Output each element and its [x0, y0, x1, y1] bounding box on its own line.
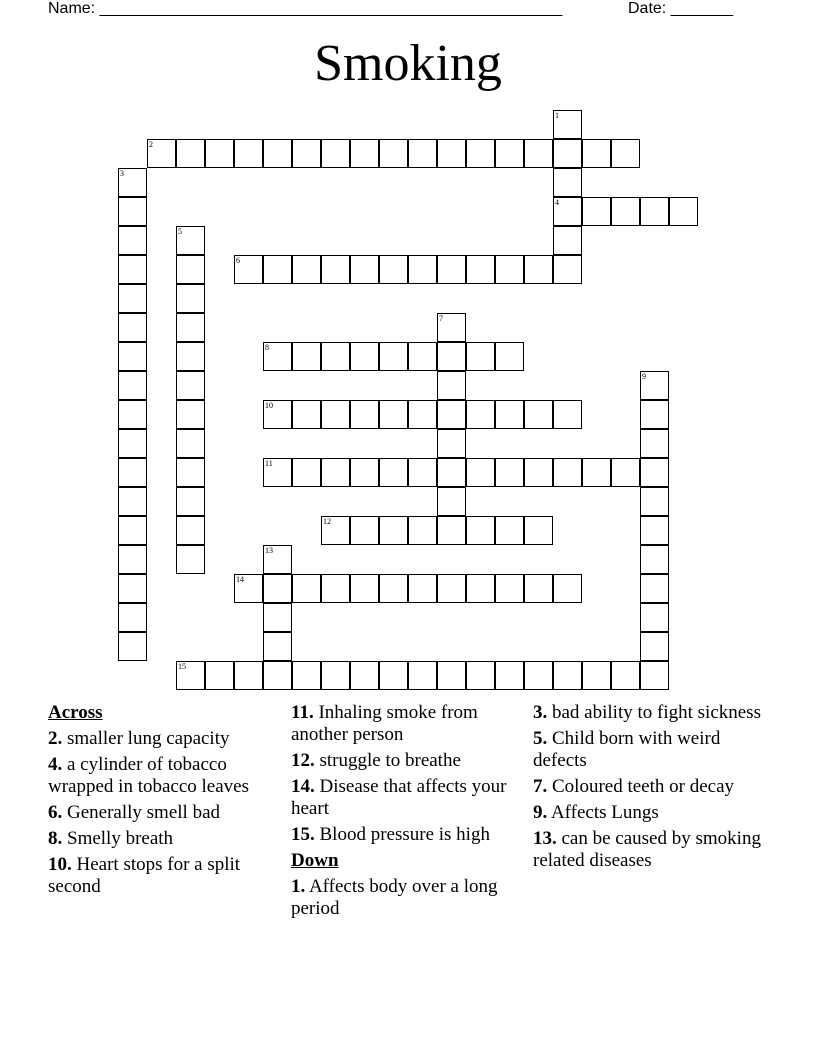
- cell-number: 8: [265, 343, 269, 352]
- across-heading: Across: [48, 702, 103, 723]
- grid-cell[interactable]: [176, 545, 205, 574]
- clue-across-4: [48, 754, 270, 798]
- grid-cell[interactable]: [263, 255, 292, 284]
- grid-cell[interactable]: [437, 458, 466, 487]
- grid-cell[interactable]: [350, 574, 379, 603]
- grid-cell[interactable]: [437, 429, 466, 458]
- date-field-label: Date: _______: [628, 0, 733, 17]
- down-heading: Down: [291, 850, 339, 871]
- grid-cell[interactable]: [321, 139, 350, 168]
- clue-column-1: [48, 702, 270, 902]
- cell-number: 1: [555, 111, 559, 120]
- grid-cell[interactable]: [640, 632, 669, 661]
- grid-cell[interactable]: [321, 255, 350, 284]
- grid-cell[interactable]: [437, 574, 466, 603]
- clue-number: 12.: [291, 750, 315, 771]
- grid-cell[interactable]: [350, 342, 379, 371]
- grid-cell[interactable]: [118, 487, 147, 516]
- grid-cell[interactable]: [640, 458, 669, 487]
- clue-text: bad ability to fight sickness: [552, 702, 761, 723]
- grid-cell[interactable]: [553, 226, 582, 255]
- grid-cell[interactable]: [437, 313, 466, 342]
- grid-cell[interactable]: [292, 458, 321, 487]
- clue-text: Affects body over a long period: [291, 876, 498, 919]
- clue-number: 1.: [291, 876, 306, 897]
- grid-cell[interactable]: [553, 168, 582, 197]
- grid-cell[interactable]: [553, 574, 582, 603]
- grid-cell[interactable]: [524, 574, 553, 603]
- grid-cell[interactable]: [582, 139, 611, 168]
- clue-number: 2.: [48, 728, 63, 749]
- cell-number: 10: [265, 401, 273, 410]
- grid-cell[interactable]: [321, 661, 350, 690]
- grid-cell[interactable]: [379, 255, 408, 284]
- grid-cell[interactable]: [263, 603, 292, 632]
- cell-number: 3: [120, 169, 124, 178]
- grid-cell[interactable]: [118, 574, 147, 603]
- grid-cell[interactable]: [350, 139, 379, 168]
- clue-number: 6.: [48, 802, 63, 823]
- grid-cell[interactable]: [176, 516, 205, 545]
- grid-cell[interactable]: [466, 661, 495, 690]
- cell-number: 2: [149, 140, 153, 149]
- grid-cell[interactable]: [553, 110, 582, 139]
- clue-across-12: [291, 750, 516, 772]
- grid-cell[interactable]: [466, 458, 495, 487]
- grid-cell[interactable]: [118, 632, 147, 661]
- grid-cell[interactable]: [118, 226, 147, 255]
- grid-cell[interactable]: [321, 342, 350, 371]
- grid-cell[interactable]: [582, 458, 611, 487]
- grid-cell[interactable]: [292, 255, 321, 284]
- grid-cell[interactable]: [640, 574, 669, 603]
- clue-number: 4.: [48, 754, 63, 775]
- clue-text: a cylinder of tobacco wrapped in tobacco leaves: [48, 754, 249, 797]
- clue-across-15: [291, 824, 516, 846]
- grid-cell[interactable]: [437, 516, 466, 545]
- grid-cell[interactable]: [582, 197, 611, 226]
- grid-cell[interactable]: [408, 574, 437, 603]
- clue-column-3: [533, 702, 773, 876]
- clue-number: 10.: [48, 854, 72, 875]
- grid-cell[interactable]: [176, 255, 205, 284]
- grid-cell[interactable]: [292, 139, 321, 168]
- grid-cell[interactable]: [118, 545, 147, 574]
- grid-cell[interactable]: [495, 661, 524, 690]
- grid-cell[interactable]: [118, 400, 147, 429]
- grid-cell[interactable]: [524, 139, 553, 168]
- grid-cell[interactable]: [640, 661, 669, 690]
- grid-cell[interactable]: [176, 371, 205, 400]
- grid-cell[interactable]: [292, 574, 321, 603]
- grid-cell[interactable]: [321, 574, 350, 603]
- grid-cell[interactable]: [176, 661, 205, 690]
- clue-down-5: [533, 728, 773, 772]
- grid-cell[interactable]: [176, 226, 205, 255]
- clue-across-2: [48, 728, 270, 750]
- grid-cell[interactable]: [176, 487, 205, 516]
- grid-cell[interactable]: [524, 516, 553, 545]
- grid-cell[interactable]: [379, 139, 408, 168]
- grid-cell[interactable]: [379, 661, 408, 690]
- grid-cell[interactable]: [669, 197, 698, 226]
- clue-number: 14.: [291, 776, 315, 797]
- clue-text: smaller lung capacity: [67, 728, 230, 749]
- grid-cell[interactable]: [640, 429, 669, 458]
- grid-cell[interactable]: [176, 342, 205, 371]
- grid-cell[interactable]: [466, 139, 495, 168]
- grid-cell[interactable]: [176, 284, 205, 313]
- grid-cell[interactable]: [640, 487, 669, 516]
- grid-cell[interactable]: [118, 313, 147, 342]
- name-field-label: Name: ____________________________________________________: [48, 0, 563, 17]
- grid-cell[interactable]: [292, 661, 321, 690]
- grid-cell[interactable]: [466, 255, 495, 284]
- grid-cell[interactable]: [350, 661, 379, 690]
- grid-cell[interactable]: [466, 342, 495, 371]
- grid-cell[interactable]: [553, 661, 582, 690]
- grid-cell[interactable]: [176, 139, 205, 168]
- grid-cell[interactable]: [524, 255, 553, 284]
- clue-across-8: [48, 828, 270, 850]
- grid-cell[interactable]: [292, 400, 321, 429]
- grid-cell[interactable]: [205, 139, 234, 168]
- grid-cell[interactable]: [118, 255, 147, 284]
- clue-text: Inhaling smoke from another person: [291, 702, 478, 745]
- clue-text: Blood pressure is high: [319, 824, 490, 845]
- grid-cell[interactable]: [611, 197, 640, 226]
- grid-cell[interactable]: [495, 516, 524, 545]
- grid-cell[interactable]: [379, 342, 408, 371]
- grid-cell[interactable]: [437, 139, 466, 168]
- grid-cell[interactable]: [263, 458, 292, 487]
- grid-cell[interactable]: [408, 139, 437, 168]
- grid-cell[interactable]: [118, 429, 147, 458]
- clue-number: 5.: [533, 728, 548, 749]
- clue-number: 11.: [291, 702, 314, 723]
- grid-cell[interactable]: [263, 400, 292, 429]
- grid-cell[interactable]: [524, 458, 553, 487]
- cell-number: 14: [236, 575, 244, 584]
- clue-text: Generally smell bad: [67, 802, 221, 823]
- grid-cell[interactable]: [553, 255, 582, 284]
- clue-across-10: [48, 854, 270, 898]
- grid-cell[interactable]: [437, 400, 466, 429]
- clue-text: Smelly breath: [67, 828, 174, 849]
- clue-text: Child born with weird defects: [533, 728, 721, 771]
- grid-cell[interactable]: [234, 661, 263, 690]
- grid-cell[interactable]: [466, 516, 495, 545]
- cell-number: 12: [323, 517, 331, 526]
- grid-cell[interactable]: [379, 516, 408, 545]
- grid-cell[interactable]: [350, 458, 379, 487]
- clue-across-11: [291, 702, 516, 746]
- grid-cell[interactable]: [437, 661, 466, 690]
- grid-cell[interactable]: [234, 574, 263, 603]
- grid-cell[interactable]: [611, 661, 640, 690]
- grid-cell[interactable]: [118, 197, 147, 226]
- grid-cell[interactable]: [147, 139, 176, 168]
- grid-cell[interactable]: [176, 458, 205, 487]
- clue-text: Coloured teeth or decay: [552, 776, 735, 797]
- grid-cell[interactable]: [321, 516, 350, 545]
- clue-text: Heart stops for a split second: [48, 854, 241, 897]
- cell-number: 4: [555, 198, 559, 207]
- grid-cell[interactable]: [408, 516, 437, 545]
- grid-cell[interactable]: [263, 342, 292, 371]
- grid-cell[interactable]: [495, 342, 524, 371]
- clue-across-6: [48, 802, 270, 824]
- grid-cell[interactable]: [263, 574, 292, 603]
- grid-cell[interactable]: [118, 342, 147, 371]
- cell-number: 15: [178, 662, 186, 671]
- cell-number: 9: [642, 372, 646, 381]
- page-title: Smoking: [314, 35, 502, 92]
- grid-cell[interactable]: [495, 139, 524, 168]
- clue-number: 7.: [533, 776, 548, 797]
- cell-number: 13: [265, 546, 273, 555]
- grid-cell[interactable]: [408, 400, 437, 429]
- grid-cell[interactable]: [118, 371, 147, 400]
- grid-cell[interactable]: [466, 400, 495, 429]
- grid-cell[interactable]: [437, 255, 466, 284]
- grid-cell[interactable]: [263, 545, 292, 574]
- clue-number: 8.: [48, 828, 63, 849]
- grid-cell[interactable]: [524, 400, 553, 429]
- grid-cell[interactable]: [118, 458, 147, 487]
- grid-cell[interactable]: [640, 516, 669, 545]
- clue-text: can be caused by smoking related diseases: [533, 828, 761, 871]
- grid-cell[interactable]: [553, 400, 582, 429]
- grid-cell[interactable]: [350, 255, 379, 284]
- cell-number: 6: [236, 256, 240, 265]
- clue-number: 13.: [533, 828, 557, 849]
- cell-number: 11: [265, 459, 273, 468]
- grid-cell[interactable]: [640, 545, 669, 574]
- grid-cell[interactable]: [553, 458, 582, 487]
- grid-cell[interactable]: [437, 342, 466, 371]
- cell-number: 5: [178, 227, 182, 236]
- grid-cell[interactable]: [176, 429, 205, 458]
- clue-column-2: [291, 702, 516, 924]
- grid-cell[interactable]: [379, 458, 408, 487]
- grid-cell[interactable]: [263, 139, 292, 168]
- clue-number: 3.: [533, 702, 548, 723]
- grid-cell[interactable]: [640, 400, 669, 429]
- clue-text: Disease that affects your heart: [291, 776, 507, 819]
- grid-cell[interactable]: [408, 342, 437, 371]
- grid-cell[interactable]: [495, 400, 524, 429]
- clue-number: 15.: [291, 824, 315, 845]
- grid-cell[interactable]: [263, 632, 292, 661]
- grid-cell[interactable]: [118, 516, 147, 545]
- clue-down-9: [533, 802, 773, 824]
- grid-cell[interactable]: [466, 574, 495, 603]
- grid-cell[interactable]: [350, 400, 379, 429]
- clue-down-1: [291, 876, 516, 920]
- grid-cell[interactable]: [379, 574, 408, 603]
- clue-down-7: [533, 776, 773, 798]
- grid-cell[interactable]: [321, 400, 350, 429]
- grid-cell[interactable]: [611, 458, 640, 487]
- grid-cell[interactable]: [321, 458, 350, 487]
- clue-down-3: [533, 702, 773, 724]
- grid-cell[interactable]: [437, 487, 466, 516]
- grid-cell[interactable]: [553, 139, 582, 168]
- grid-cell[interactable]: [495, 255, 524, 284]
- grid-cell[interactable]: [408, 255, 437, 284]
- grid-cell[interactable]: [176, 400, 205, 429]
- grid-cell[interactable]: [495, 458, 524, 487]
- grid-cell[interactable]: [118, 284, 147, 313]
- grid-cell[interactable]: [611, 139, 640, 168]
- grid-cell[interactable]: [176, 313, 205, 342]
- grid-cell[interactable]: [350, 516, 379, 545]
- grid-cell[interactable]: [437, 371, 466, 400]
- grid-cell[interactable]: [379, 400, 408, 429]
- grid-cell[interactable]: [524, 661, 553, 690]
- grid-cell[interactable]: [408, 458, 437, 487]
- clue-number: 9.: [533, 802, 548, 823]
- grid-cell[interactable]: [553, 197, 582, 226]
- clue-text: Affects Lungs: [550, 802, 659, 823]
- grid-cell[interactable]: [582, 661, 611, 690]
- cell-number: 7: [439, 314, 443, 323]
- grid-cell[interactable]: [118, 603, 147, 632]
- clue-text: struggle to breathe: [319, 750, 461, 771]
- grid-cell[interactable]: [234, 255, 263, 284]
- grid-cell[interactable]: [640, 603, 669, 632]
- clue-down-13: [533, 828, 773, 872]
- grid-cell[interactable]: [205, 661, 234, 690]
- grid-cell[interactable]: [640, 197, 669, 226]
- grid-cell[interactable]: [234, 139, 263, 168]
- grid-cell[interactable]: [408, 661, 437, 690]
- grid-cell[interactable]: [640, 371, 669, 400]
- grid-cell[interactable]: [118, 168, 147, 197]
- grid-cell[interactable]: [263, 661, 292, 690]
- clue-across-14: [291, 776, 516, 820]
- grid-cell[interactable]: [292, 342, 321, 371]
- grid-cell[interactable]: [495, 574, 524, 603]
